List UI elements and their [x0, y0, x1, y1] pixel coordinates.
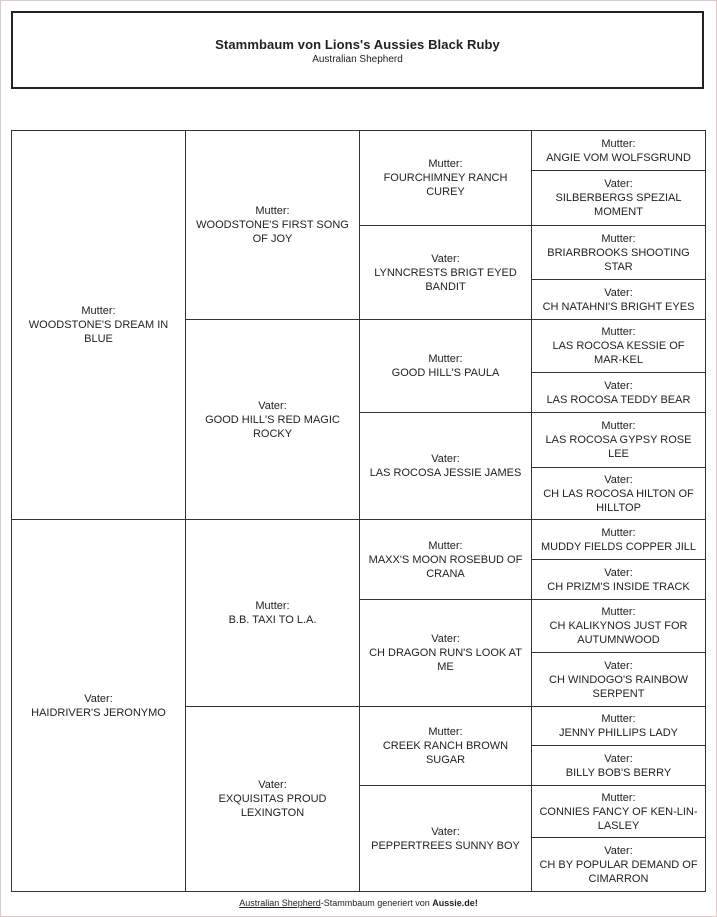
- dog-name: ANGIE VOM WOLFSGRUND: [546, 151, 691, 164]
- parent-role-label: Mutter:: [601, 791, 636, 804]
- ancestor-cell-g4-5: [531, 319, 706, 373]
- parent-role-label: Vater:: [84, 692, 113, 705]
- parent-role-label: Vater:: [431, 453, 460, 465]
- ancestor-cell-g4-13: [531, 706, 706, 746]
- dog-name: CH NATAHNI'S BRIGHT EYES: [542, 300, 695, 313]
- parent-role-label: Vater:: [604, 844, 633, 857]
- dog-name: SILBERBERGS SPEZIAL MOMENT: [555, 192, 682, 218]
- dog-name: GOOD HILL'S RED MAGIC ROCKY: [205, 413, 340, 440]
- dog-name: LAS ROCOSA GYPSY ROSE LEE: [545, 434, 692, 460]
- ancestor-cell-g1-2: [11, 519, 186, 892]
- breed-subtitle: Australian Shepherd: [312, 54, 403, 65]
- breed-link[interactable]: Australian Shepherd: [239, 898, 321, 908]
- ancestor-cell-g3-4: [359, 412, 532, 520]
- parent-role-label: Vater:: [604, 286, 633, 299]
- ancestor-cell-g4-8: [531, 467, 706, 520]
- parent-role-label: Mutter:: [601, 137, 636, 150]
- ancestor-cell-g4-9: [531, 519, 706, 560]
- ancestor-cell-g4-10: [531, 559, 706, 600]
- dog-name: JENNY PHILLIPS LADY: [558, 727, 678, 739]
- parent-role-label: Mutter:: [428, 726, 463, 738]
- ancestor-cell-g4-6: [531, 372, 706, 413]
- parent-role-label: Mutter:: [428, 158, 463, 170]
- ancestor-cell-g4-2: [531, 170, 706, 226]
- parent-role-label: Mutter:: [428, 353, 463, 365]
- parent-role-label: Vater:: [604, 566, 633, 579]
- ancestor-cell-g3-7: [359, 706, 532, 786]
- parent-role-label: Mutter:: [81, 305, 116, 317]
- ancestor-cell-g4-4: [531, 279, 706, 320]
- ancestor-cell-g4-16: [531, 837, 706, 892]
- page-title: Stammbaum von Lions's Aussies Black Ruby: [215, 37, 500, 52]
- ancestor-cell-g2-4: [185, 706, 360, 892]
- dog-name: LAS ROCOSA JESSIE JAMES: [369, 467, 522, 479]
- parent-role-label: Mutter:: [255, 600, 290, 612]
- dog-name: WOODSTONE'S DREAM IN BLUE: [28, 319, 169, 345]
- ancestor-cell-g2-1: [185, 130, 360, 320]
- dog-name: HAIDRIVER'S JERONYMO: [31, 706, 166, 719]
- title-box: [11, 11, 704, 89]
- ancestor-cell-g4-15: [531, 785, 706, 838]
- parent-role-label: Vater:: [604, 659, 633, 672]
- dog-name: LAS ROCOSA TEDDY BEAR: [546, 393, 691, 406]
- parent-role-label: Vater:: [604, 473, 633, 486]
- dog-name: CREEK RANCH BROWN SUGAR: [382, 740, 509, 766]
- dog-name: BILLY BOB'S BERRY: [565, 766, 672, 779]
- dog-name: LAS ROCOSA KESSIE OF MAR-KEL: [552, 340, 685, 366]
- parent-role-label: Vater:: [431, 252, 460, 265]
- parent-role-label: Vater:: [258, 399, 287, 412]
- parent-role-label: Mutter:: [601, 420, 636, 432]
- dog-name: FOURCHIMNEY RANCH CUREY: [383, 172, 508, 198]
- ancestor-cell-g4-3: [531, 225, 706, 280]
- ancestor-cell-g4-7: [531, 412, 706, 468]
- dog-name: CH KALIKYNOS JUST FOR AUTUMNWOOD: [549, 620, 688, 646]
- parent-role-label: Vater:: [431, 825, 460, 838]
- dog-name: EXQUISITAS PROUD LEXINGTON: [218, 793, 327, 819]
- ancestor-cell-g4-1: [531, 130, 706, 171]
- parent-role-label: Vater:: [604, 178, 633, 190]
- parent-role-label: Mutter:: [601, 526, 636, 539]
- ancestor-cell-g4-14: [531, 745, 706, 786]
- parent-role-label: Mutter:: [428, 539, 463, 552]
- ancestor-cell-g1-1: [11, 130, 186, 520]
- dog-name: CH PRIZM'S INSIDE TRACK: [547, 580, 690, 593]
- dog-name: MAXX'S MOON ROSEBUD OF CRANA: [368, 553, 523, 580]
- dog-name: PEPPERTREES SUNNY BOY: [371, 839, 520, 852]
- parent-role-label: Mutter:: [255, 205, 290, 217]
- ancestor-cell-g4-12: [531, 652, 706, 707]
- dog-name: MUDDY FIELDS COPPER JILL: [540, 540, 697, 553]
- parent-role-label: Vater:: [604, 752, 633, 765]
- parent-role-label: Mutter:: [601, 326, 636, 338]
- ancestor-cell-g4-11: [531, 599, 706, 653]
- ancestor-cell-g3-6: [359, 599, 532, 707]
- ancestor-cell-g2-3: [185, 519, 360, 707]
- parent-role-label: Vater:: [604, 379, 633, 392]
- footer-text: -Stammbaum generiert von: [320, 898, 433, 908]
- parent-role-label: Vater:: [258, 779, 287, 791]
- ancestor-cell-g3-3: [359, 319, 532, 413]
- ancestor-cell-g2-2: [185, 319, 360, 520]
- footer-credit: [0, 898, 717, 908]
- parent-role-label: Mutter:: [601, 232, 636, 245]
- dog-name: LYNNCRESTS BRIGT EYED BANDIT: [374, 266, 517, 293]
- dog-name: BRIARBROOKS SHOOTING STAR: [547, 246, 690, 273]
- dog-name: CH DRAGON RUN'S LOOK AT ME: [369, 647, 522, 673]
- dog-name: GOOD HILL'S PAULA: [391, 367, 500, 379]
- ancestor-cell-g3-8: [359, 785, 532, 892]
- site-brand: Aussie.de!: [432, 898, 478, 908]
- dog-name: CH LAS ROCOSA HILTON OF HILLTOP: [543, 487, 694, 514]
- parent-role-label: Mutter:: [601, 713, 636, 725]
- parent-role-label: Vater:: [431, 633, 460, 645]
- dog-name: WOODSTONE'S FIRST SONG OF JOY: [196, 219, 349, 245]
- ancestor-cell-g3-2: [359, 225, 532, 320]
- dog-name: CH BY POPULAR DEMAND OF CIMARRON: [539, 858, 698, 885]
- dog-name: CONNIES FANCY OF KEN-LIN-LASLEY: [539, 805, 698, 832]
- ancestor-cell-g3-5: [359, 519, 532, 600]
- ancestor-cell-g3-1: [359, 130, 532, 226]
- parent-role-label: Mutter:: [601, 606, 636, 618]
- dog-name: B.B. TAXI TO L.A.: [228, 614, 317, 626]
- dog-name: CH WINDOGO'S RAINBOW SERPENT: [549, 673, 688, 700]
